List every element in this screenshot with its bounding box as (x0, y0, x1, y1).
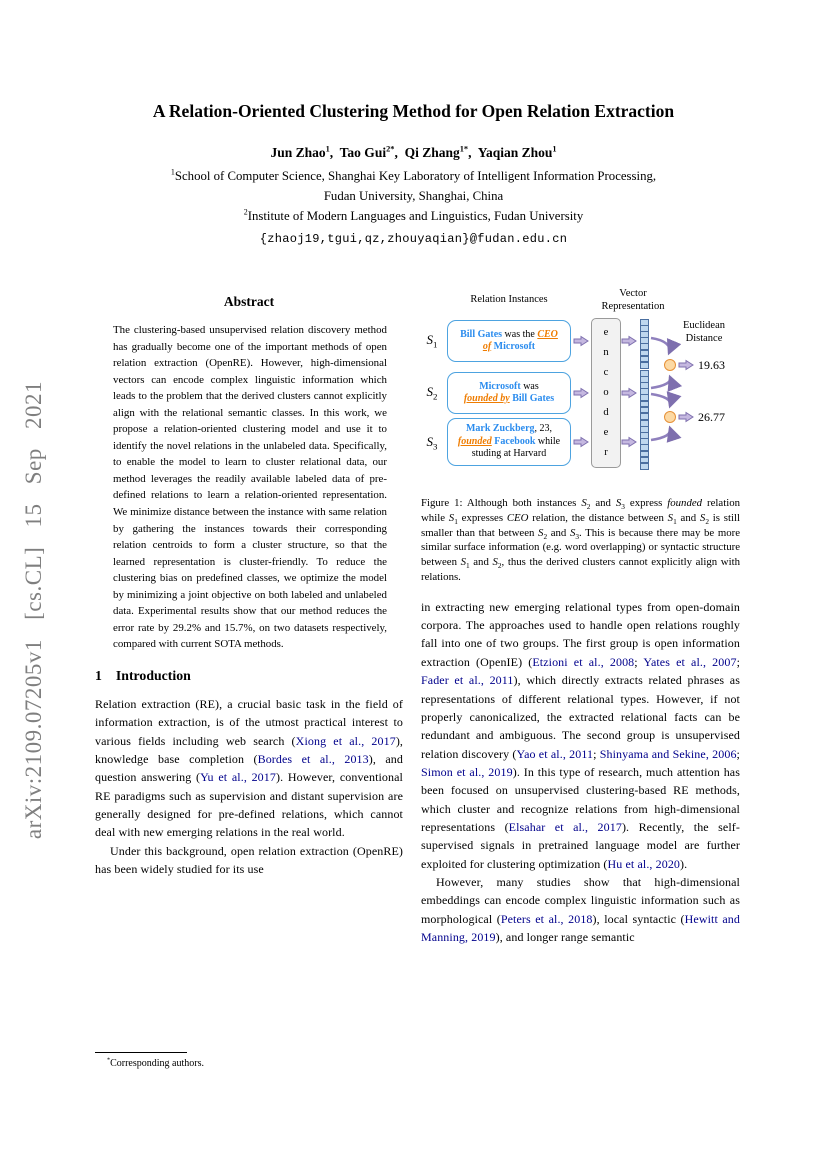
text-segment: , (329, 145, 340, 160)
citation-link[interactable]: Hu et al., 2020 (607, 856, 681, 871)
text-segment: 3 (433, 441, 438, 452)
footnote-rule (95, 1052, 187, 1053)
text-segment: , (394, 145, 405, 160)
section-heading-introduction (95, 668, 403, 684)
text-segment: ), knowledge base completion ( (95, 733, 404, 766)
text-segment: 1 (552, 144, 557, 154)
text-segment: relation while (421, 497, 740, 524)
body-paragraph-4 (421, 873, 740, 946)
figure-label-relation-instances: Relation Instances (470, 294, 548, 305)
citation-link[interactable]: Simon et al., 2019 (421, 764, 513, 779)
encoder-letter: d (603, 407, 609, 418)
encoder-letter: n (603, 347, 609, 358)
left-column (95, 288, 403, 878)
right-column (421, 288, 740, 946)
text-segment: 2* (386, 144, 395, 154)
text-segment: ). (680, 856, 688, 871)
vector-label-line1: Vector (619, 288, 647, 299)
text-segment: Microsoft (479, 380, 521, 392)
text-segment: School of Computer Science, Shanghai Key Laboratory of Intelligent Information Processing, (174, 169, 657, 183)
paper-title: A Relation-Oriented Clustering Method for Open Relation Extraction (152, 101, 675, 121)
vector-label-line2: Representation (601, 300, 665, 312)
text-segment: 1 (325, 144, 330, 154)
text-segment: CEO (537, 328, 558, 340)
abstract-heading: Abstract (223, 294, 275, 309)
figure-1-caption (421, 496, 740, 585)
text-segment: * (107, 1056, 111, 1064)
text-segment: 1 (433, 339, 438, 350)
citation-link[interactable]: Shinyama and Sekine, 2006 (599, 746, 737, 761)
text-segment: S (615, 497, 622, 509)
text-segment: in extracting new emerging relational types from open-domain corpora. The approaches used to handle open relations roughly fall into one of two groups. The first group is open information extraction (OpenIE) ( (421, 599, 740, 669)
text-segment: studing at Harvard (471, 448, 547, 460)
distance-node-2 (664, 411, 676, 423)
text-segment: ). However, conventional RE paradigms such as supervision and distant supervision are generally designed for pre-defined relations, which cannot deal with new emerging relations in the real world. (95, 770, 403, 840)
text-segment: S (581, 497, 587, 509)
distance-label-line1: Euclidean (683, 320, 725, 331)
section-title: Introduction (115, 667, 191, 683)
text-segment: 2 (497, 561, 502, 571)
text-segment: is still smaller than that between (421, 511, 740, 539)
text-segment: ). Recently, the self-supervised signals in pretrained language model are further exploited for clustering optimization ( (421, 819, 740, 871)
text-segment: Microsoft (493, 341, 536, 352)
text-segment: 3 (575, 531, 580, 541)
text-segment: 2 (705, 516, 709, 526)
distance-value-2: 26.77 (698, 410, 725, 424)
text-segment: S (426, 332, 434, 347)
text-segment: S (492, 556, 498, 569)
text-segment: , (468, 145, 478, 160)
text-segment: 1* (459, 144, 469, 154)
text-segment: Jun Zhao (270, 145, 326, 160)
text-segment: Figure 1: Although both instances (421, 497, 582, 509)
text-segment: , thus the derived clusters cannot explicitly align with relations. (421, 556, 740, 583)
encoder-letter: e (603, 327, 609, 338)
text-segment: relation, the distance between (528, 511, 668, 524)
text-segment: founded (457, 435, 492, 447)
footnote-text (95, 1057, 403, 1070)
citation-link[interactable]: Fader et al., 2011 (421, 673, 514, 688)
text-segment: 1 (465, 561, 470, 571)
text-segment: founded by (463, 393, 510, 404)
arxiv-watermark: arXiv:2109.07205v1 [cs.CL] 15 Sep 2021 (21, 380, 46, 840)
affiliation-line-2: Fudan University, Shanghai, China (323, 189, 504, 203)
citation-link[interactable]: Xiong et al., 2017 (295, 733, 396, 748)
text-segment: ), which directly extracts related phrases as representations of different relational types. However, if not properly canonicalized, the extracted relational facts can be redundant and ambiguous. The second group is unsupervised relation discovery ( (421, 673, 740, 761)
text-segment: 1 (454, 516, 458, 526)
text-segment: ; (736, 746, 740, 761)
text-segment: ; (634, 654, 644, 669)
authors-line (0, 145, 827, 161)
text-segment: and (547, 526, 570, 539)
citation-link[interactable]: Etzioni et al., 2008 (532, 654, 635, 669)
affiliation-line-3 (0, 209, 827, 224)
text-segment: Relation extraction (RE), a crucial basic task in the field of information extraction, is of the utmost practical interest to various fields including web search ( (95, 696, 403, 748)
text-segment: CEO (506, 511, 529, 524)
text-segment: 2 (543, 531, 548, 541)
text-segment: 2 (586, 502, 591, 512)
figure-curved-arrows (421, 288, 740, 484)
text-segment: ), and longer range semantic (495, 929, 635, 944)
text-segment: , 23, (534, 423, 553, 435)
text-segment: Mark Zuckberg (465, 423, 535, 435)
distance-node-1 (664, 359, 676, 371)
text-segment: S (538, 526, 544, 539)
text-segment: Bill Gates (512, 393, 555, 404)
text-segment: and (676, 511, 700, 524)
encoder-letter: c (603, 367, 609, 378)
citation-link[interactable]: Elsahar et al., 2017 (508, 819, 622, 834)
text-segment: 2 (433, 391, 438, 402)
text-segment: of (482, 341, 492, 352)
text-segment: Institute of Modern Languages and Linguistics, Fudan University (247, 209, 584, 223)
text-segment: S (448, 511, 455, 524)
text-segment: expresses (457, 511, 507, 524)
citation-link[interactable]: Yu et al., 2017 (200, 770, 276, 785)
citation-link[interactable]: Peters et al., 2018 (500, 911, 593, 926)
intro-paragraph-2 (95, 842, 403, 879)
text-segment: and (469, 556, 493, 569)
text-segment: ), local syntactic ( (592, 911, 685, 926)
text-segment: 3 (621, 502, 625, 512)
text-segment: ). In this type of research, much attention has been focused on unsupervised clustering-based RE methods, which cluster and recognize relations from high-dimensional representations ( (421, 764, 740, 834)
distance-label-line2: Distance (685, 332, 723, 344)
text-segment: while (535, 435, 561, 447)
text-segment: and (590, 497, 616, 509)
text-segment: S (426, 434, 434, 449)
body-paragraph-3 (421, 598, 740, 873)
text-segment: S (426, 384, 434, 399)
encoder-letter: e (603, 427, 609, 438)
text-segment: Corresponding authors. (110, 1058, 204, 1069)
text-segment: Facebook (494, 435, 536, 447)
text-segment: ), and question answering ( (95, 751, 403, 785)
encoder-letter: o (603, 387, 609, 398)
text-segment: express (624, 497, 668, 509)
citation-link[interactable]: Yates et al., 2007 (643, 654, 737, 669)
text-segment: Under this background, open relation extraction (OpenRE) has been widely studied for its use (95, 843, 403, 877)
text-segment: 2 (243, 207, 248, 217)
text-segment: Qi Zhang (404, 145, 460, 160)
abstract-text: The clustering-based unsupervised relation discovery method has gradually become one of the important methods of open relation extraction (OpenRE). However, high-dimensional vectors can encode complex linguistic information which leads to the problem that the derived clusters cannot explicitly align with the relational semantic classes. In this work, we propose a relation-oriented clustering model and use it to identify the novel relations in the unlabeled data. Specifically, to enable the model to learn to cluster relational data, our method leverages the readily available labeled data of pre-defined relations to learn a relation-oriented representation. We minimize distance between the instance with same relation by gathering the instances towards their corresponding relation centroids to form a cluster structure, so that the learned representation is cluster-friendly. To reduce the clustering bias on predefined classes, we optimize the model by minimizing a joint objective on both labeled and unlabeled data. Experimental results show that our method reduces the error rate by 29.2% and 15.7%, on two datasets respectively, compared with current SOTA methods. (113, 324, 387, 651)
distance-value-1: 19.63 (698, 358, 725, 372)
text-segment: was the (502, 328, 538, 340)
text-segment: ; (593, 746, 600, 761)
footnote (95, 1052, 403, 1070)
text-segment: S (667, 511, 674, 524)
affiliation-line-1 (0, 169, 827, 184)
figure-1 (421, 288, 740, 484)
text-segment: Tao Gui (339, 145, 387, 160)
text-segment: S (460, 556, 466, 569)
text-segment: S (699, 511, 706, 524)
encoder-letter: r (604, 447, 608, 458)
text-segment: However, many studies show that high-dimensional embeddings can encode complex linguistic information such as morphological ( (421, 874, 740, 926)
citation-link[interactable]: Bordes et al., 2013 (257, 751, 369, 766)
text-segment: Bill Gates (460, 328, 503, 340)
text-segment: ; (736, 654, 741, 669)
text-segment: Yaqian Zhou (477, 145, 553, 160)
section-number: 1 (95, 667, 102, 683)
citation-link[interactable]: Hewitt and Manning, 2019 (421, 911, 740, 944)
text-segment: 1 (170, 167, 175, 177)
citation-link[interactable]: Yao et al., 2011 (516, 746, 594, 761)
text-segment: 1 (673, 516, 677, 526)
intro-paragraph-1 (95, 695, 403, 842)
email-link[interactable]: {zhaoj19,tgui,qz,zhouyaqian}@fudan.edu.cn (259, 232, 568, 246)
text-segment: founded (667, 497, 703, 509)
text-segment: was (520, 380, 539, 392)
text-segment: S (569, 526, 576, 539)
text-segment: . This is because there may be more similar surface information (e.g. word overlapping) or syntactic structure between (421, 526, 740, 569)
